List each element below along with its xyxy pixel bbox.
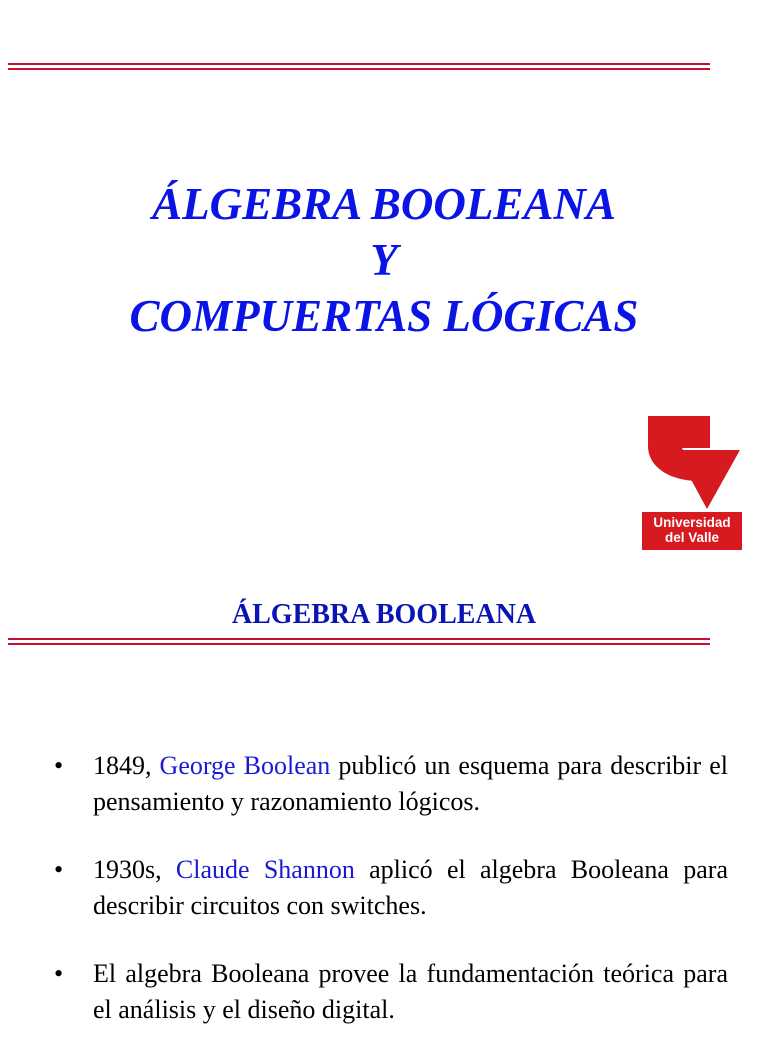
bullet-prefix: 1930s, — [93, 855, 176, 884]
logo-line-1: Universidad — [653, 515, 731, 530]
main-title — [0, 176, 768, 344]
bullet-prefix: El algebra Booleana provee la fundamentación teórica para el análisis y el diseño digital. — [93, 959, 728, 1024]
main-title-line-1: ÁLGEBRA BOOLEANA — [152, 179, 616, 229]
logo-emblem-icon — [642, 416, 742, 512]
logo-label — [642, 512, 742, 550]
bullet-item — [0, 748, 768, 820]
bullet-prefix: 1849, — [93, 751, 160, 780]
logo-line-2: del Valle — [664, 530, 720, 545]
bullet-icon: • — [54, 855, 64, 884]
bullet-icon: • — [54, 751, 64, 780]
bullet-list — [0, 748, 768, 1060]
university-logo — [642, 416, 742, 550]
bullet-suffix: publicó un esquema para describir el pensamiento y razonamiento lógicos. — [93, 751, 728, 816]
bullet-text — [93, 748, 728, 820]
main-title-line-2: Y — [370, 235, 398, 285]
main-title-line-3: COMPUERTAS LÓGICAS — [129, 291, 639, 341]
section-divider — [8, 638, 710, 645]
bullet-text — [93, 956, 728, 1028]
bullet-text — [93, 852, 728, 924]
bullet-item — [0, 852, 768, 924]
person-name: Claude Shannon — [175, 855, 355, 884]
bullet-suffix: aplicó el algebra Booleana para describir circuitos con switches. — [93, 855, 728, 920]
content-slide — [0, 580, 768, 1024]
top-divider — [8, 63, 710, 70]
person-name: George Boolean — [159, 751, 331, 780]
bullet-item — [0, 956, 768, 1028]
section-title: ÁLGEBRA BOOLEANA — [231, 599, 537, 630]
bullet-icon: • — [54, 959, 64, 988]
